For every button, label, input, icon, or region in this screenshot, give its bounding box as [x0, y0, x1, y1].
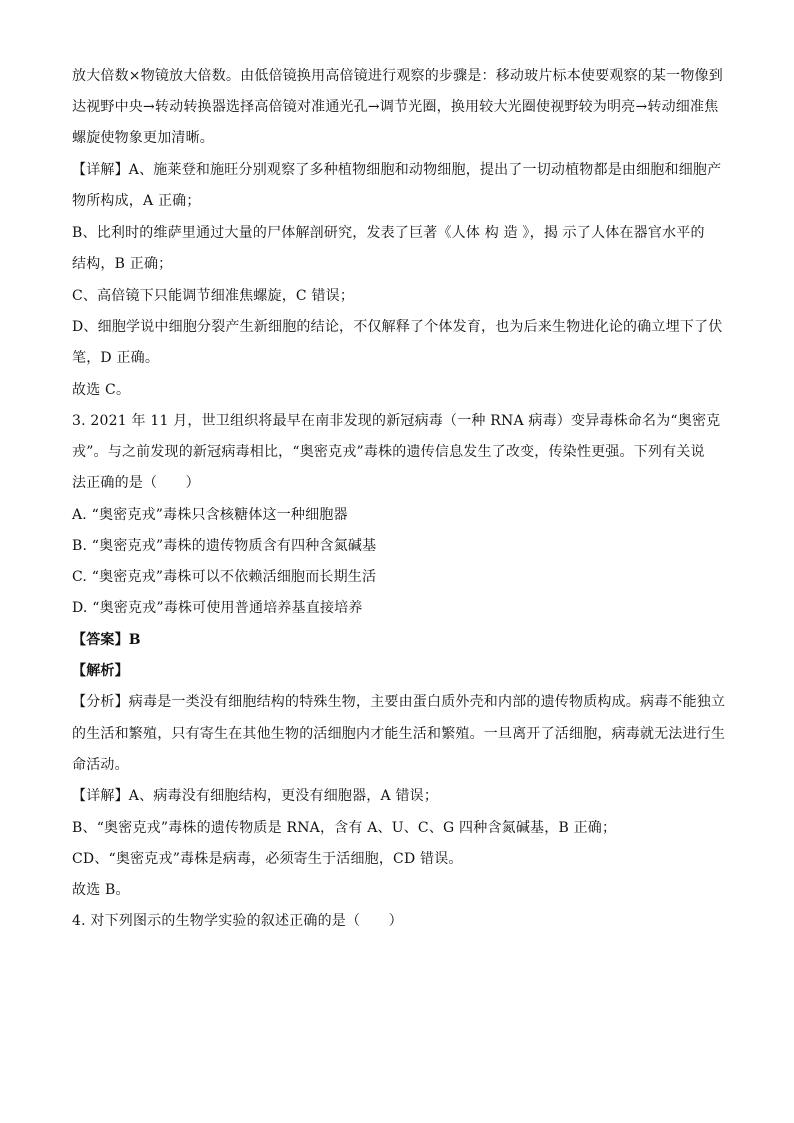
text-line: B、比利时的维萨里通过大量的尸体解剖研究，发表了巨著《人体 构 造 》，揭 示了人体在器官水平的	[72, 225, 705, 241]
text-line: 物所构成，A 正确；	[72, 193, 201, 209]
text-line: CD、“奥密克戎”毒株是病毒，必须寄生于活细胞，CD 错误。	[72, 851, 463, 867]
option-d: D. “奥密克戎”毒株可使用普通培养基直接培养	[72, 600, 363, 616]
text-line: 笔，D 正确。	[72, 350, 160, 366]
question-line: 戎”。与之前发现的新冠病毒相比，“奥密克戎”毒株的遗传信息发生了改变，传染性更强。下列有关说	[72, 444, 705, 460]
text-line: 故选 B。	[72, 882, 130, 898]
answer-line: 【答案】B	[72, 632, 141, 648]
text-line: 达视野中央→转动转换器选择高倍镜对准通光孔→调节光圈，换用较大光圈使视野较为明亮→转动细准焦	[72, 99, 719, 115]
text-line: 命活动。	[72, 757, 129, 773]
text-line: C、高倍镜下只能调节细准焦螺旋，C 错误；	[72, 288, 355, 304]
text-line: 放大倍数×物镜放大倍数。由低倍镜换用高倍镜进行观察的步骤是：移动玻片标本使要观察的某一物像到	[72, 68, 723, 84]
option-c: C. “奥密克戎”毒株可以不依赖活细胞而长期生活	[72, 569, 377, 585]
analysis-heading: 【解析】	[72, 663, 129, 679]
question-line: 法正确的是（ ）	[72, 475, 200, 491]
text-line: 故选 C。	[72, 382, 131, 398]
text-line: 【详解】A、病毒没有细胞结构，更没有细胞器，A 错误；	[72, 788, 439, 804]
text-line: 【分析】病毒是一类没有细胞结构的特殊生物，主要由蛋白质外壳和内部的遗传物质构成。病毒不能独立	[72, 694, 726, 710]
option-b: B. “奥密克戎”毒株的遗传物质含有四种含氮碱基	[72, 538, 377, 554]
text-line: 螺旋使物象更加清晰。	[72, 130, 214, 146]
option-a: A. “奥密克戎”毒株只含核糖体这一种细胞器	[72, 507, 348, 523]
detail-heading-line: 【详解】A、施莱登和施旺分别观察了多种植物细胞和动物细胞，提出了一切动植物都是由细胞和细胞产	[72, 162, 722, 178]
text-line: D、细胞学说中细胞分裂产生新细胞的结论，不仅解释了个体发育，也为后来生物进化论的确立埋下了伏	[72, 319, 723, 335]
text-line: 的生活和繁殖，只有寄生在其他生物的活细胞内才能生活和繁殖。一旦离开了活细胞，病毒就无法进行生	[72, 726, 726, 742]
question-line: 4. 对下列图示的生物学实验的叙述正确的是（ ）	[72, 913, 403, 929]
text-line: B、“奥密克戎”毒株的遗传物质是 RNA，含有 A、U、C、G 四种含氮碱基，B 正确；	[72, 820, 617, 836]
text-line: 结构，B 正确；	[72, 256, 173, 272]
question-line: 3. 2021 年 11 月，世卫组织将最早在南非发现的新冠病毒（一种 RNA 病毒）变异毒株命名为“奥密克	[72, 413, 721, 429]
